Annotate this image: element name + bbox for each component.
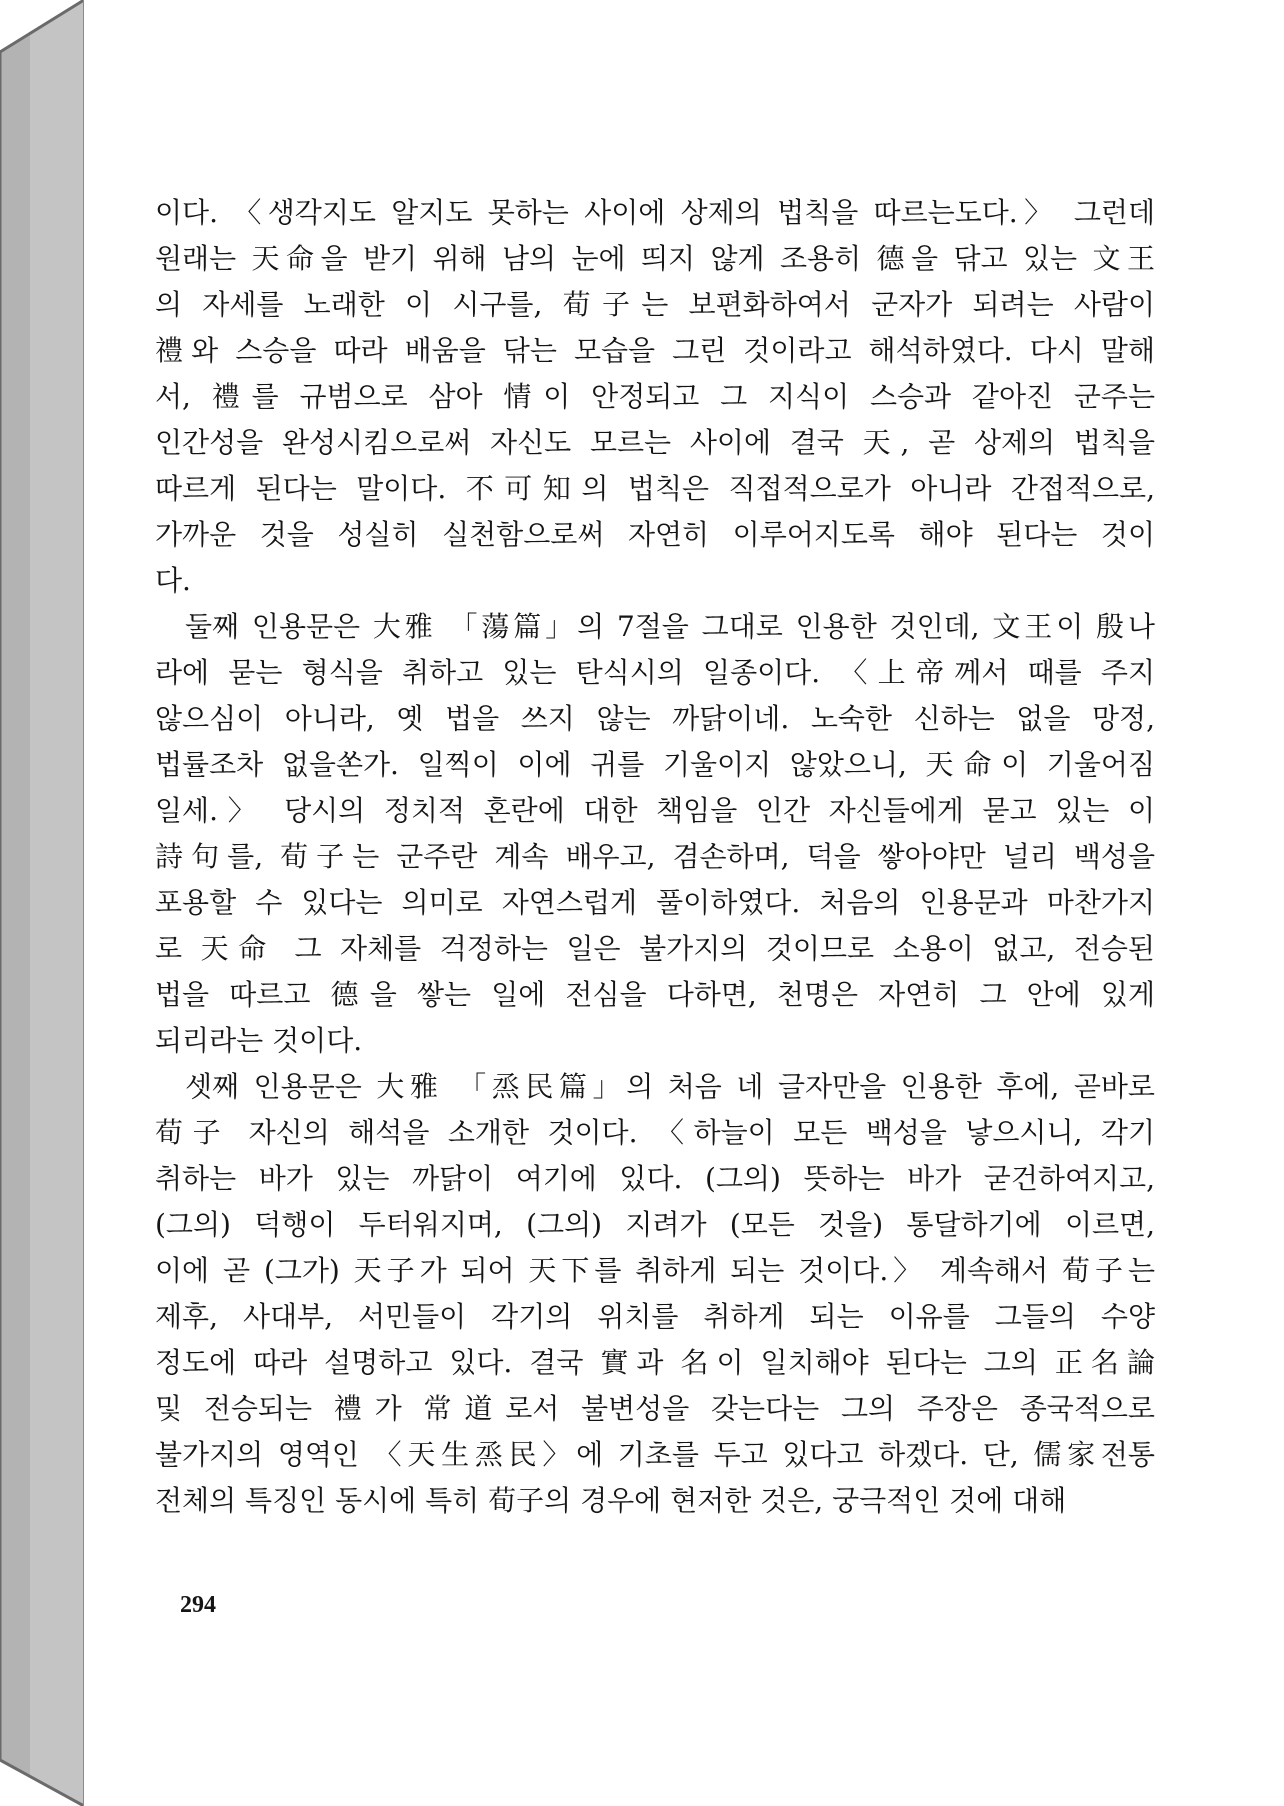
text-line: 포용할 수 있다는 의미로 자연스럽게 풀이하였다. 처음의 인용문과 마찬가지 <box>155 886 1155 919</box>
text-line: 禮와 스승을 따라 배움을 닦는 모습을 그린 것이라고 해석하였다. 다시 말해 <box>155 334 1155 367</box>
text-line: 따르게 된다는 말이다. 不可知의 법칙은 직접적으로가 아니라 간접적으로, <box>155 472 1155 505</box>
text-line: 불가지의 영역인 〈天生烝民〉에 기초를 두고 있다고 하겠다. 단, 儒家전통 <box>155 1438 1155 1471</box>
text-line: 취하는 바가 있는 까닭이 여기에 있다. (그의) 뜻하는 바가 굳건하여지고, <box>155 1162 1155 1195</box>
body-paragraph <box>155 1064 1155 1524</box>
text-line: 일세.〉 당시의 정치적 혼란에 대한 책임을 인간 자신들에게 묻고 있는 이 <box>155 794 1155 827</box>
text-line: 않으심이 아니라, 옛 법을 쓰지 않는 까닭이네. 노숙한 신하는 없을 망정, <box>155 702 1155 735</box>
text-line: 이에 곧 (그가) 天子가 되어 天下를 취하게 되는 것이다.〉 계속해서 荀子는 <box>155 1254 1155 1287</box>
text-line: 서, 禮를 규범으로 삼아 情이 안정되고 그 지식이 스승과 같아진 군주는 <box>155 380 1155 413</box>
text-line: 원래는 天命을 받기 위해 남의 눈에 띄지 않게 조용히 德을 닦고 있는 文王 <box>155 242 1155 275</box>
text-line: 법률조차 없을쏜가. 일찍이 이에 귀를 기울이지 않았으니, 天命이 기울어짐 <box>155 748 1155 781</box>
text-line: 제후, 사대부, 서민들이 각기의 위치를 취하게 되는 이유를 그들의 수양 <box>155 1300 1155 1333</box>
text-line: 라에 묻는 형식을 취하고 있는 탄식시의 일종이다. 〈上帝께서 때를 주지 <box>155 656 1155 689</box>
text-line: 荀子 자신의 해석을 소개한 것이다. 〈하늘이 모든 백성을 낳으시니, 각기 <box>155 1116 1155 1149</box>
text-line: 되리라는 것이다. <box>155 1024 363 1057</box>
text-line: 가까운 것을 성실히 실천함으로써 자연히 이루어지도록 해야 된다는 것이 <box>155 518 1155 551</box>
body-paragraph <box>155 604 1155 1064</box>
body-text <box>155 190 1155 1524</box>
text-line: 이다. 〈생각지도 알지도 못하는 사이에 상제의 법칙을 따르는도다.〉 그런데 <box>155 196 1155 229</box>
text-line: 셋째 인용문은 大雅 「烝民篇」의 처음 네 글자만을 인용한 후에, 곧바로 <box>185 1070 1155 1103</box>
text-line: 법을 따르고 德을 쌓는 일에 전심을 다하면, 천명은 자연히 그 안에 있게 <box>155 978 1155 1011</box>
text-line: 인간성을 완성시킴으로써 자신도 모르는 사이에 결국 天, 곧 상제의 법칙을 <box>155 426 1155 459</box>
book-side-shade <box>0 34 30 1776</box>
text-line: 둘째 인용문은 大雅 「蕩篇」의 7절을 그대로 인용한 것인데, 文王이 殷나 <box>185 610 1155 643</box>
body-paragraph <box>155 190 1155 604</box>
text-line: 전체의 특징인 동시에 특히 荀子의 경우에 현저한 것은, 궁극적인 것에 대해 <box>155 1484 1067 1517</box>
page-number: 294 <box>180 1592 216 1618</box>
text-line: 및 전승되는 禮가 常道로서 불변성을 갖는다는 그의 주장은 종국적으로 <box>155 1392 1155 1425</box>
text-line: (그의) 덕행이 두터워지며, (그의) 지려가 (모든 것을) 통달하기에 이르면, <box>155 1208 1155 1241</box>
text-line: 詩句를, 荀子는 군주란 계속 배우고, 겸손하며, 덕을 쌓아야만 널리 백성을 <box>155 840 1155 873</box>
text-line: 로 天命 그 자체를 걱정하는 일은 불가지의 것이므로 소용이 없고, 전승된 <box>155 932 1155 965</box>
text-line: 다. <box>155 564 191 597</box>
text-line: 정도에 따라 설명하고 있다. 결국 實과 名이 일치해야 된다는 그의 正名論 <box>155 1346 1155 1379</box>
text-line: 의 자세를 노래한 이 시구를, 荀子는 보편화하여서 군자가 되려는 사람이 <box>155 288 1155 321</box>
